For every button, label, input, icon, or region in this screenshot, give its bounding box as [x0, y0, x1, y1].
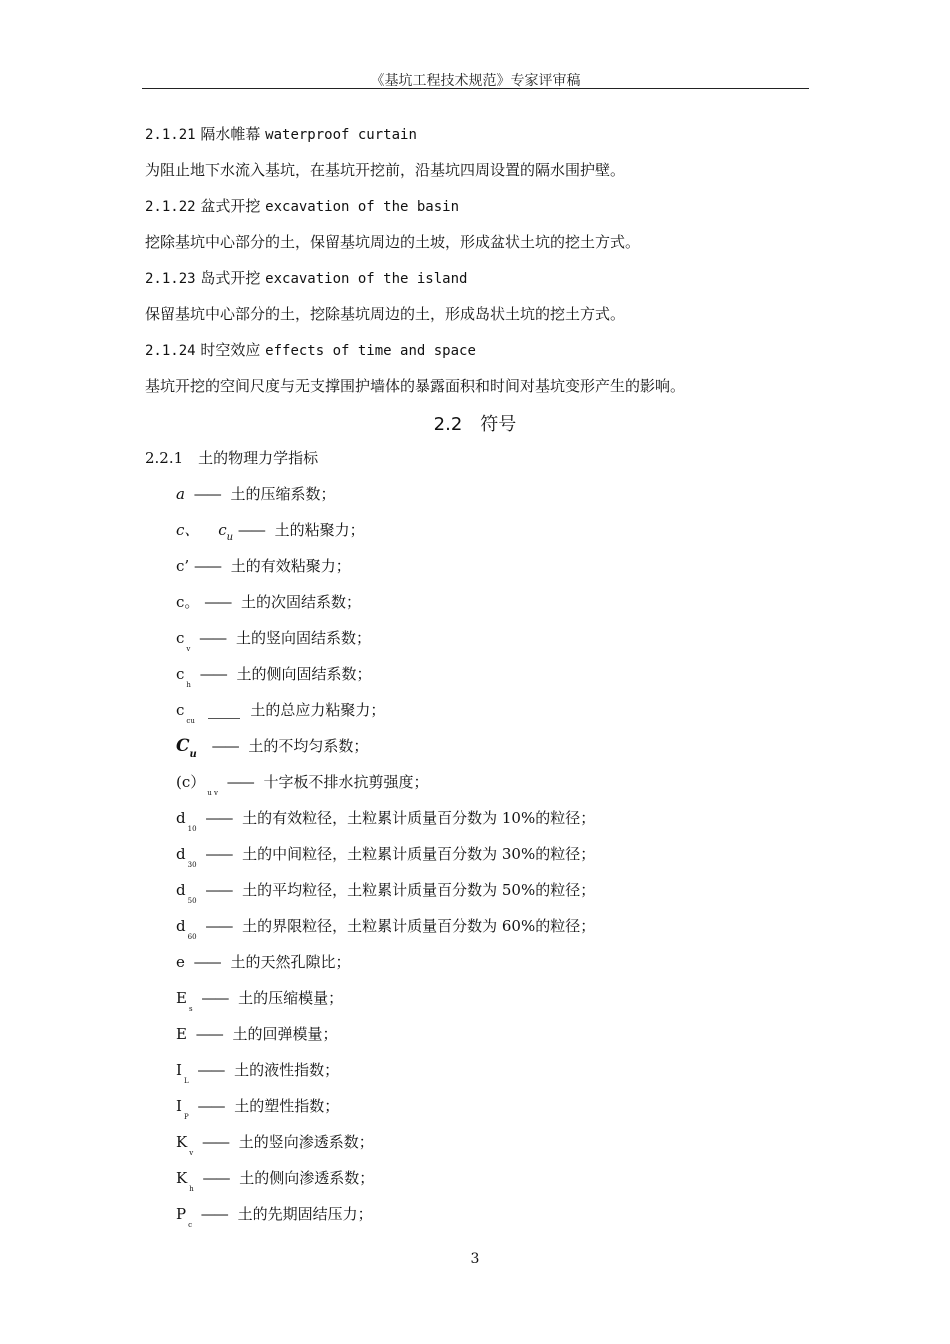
symbol-desc: 土的先期固结压力； [237, 1205, 373, 1223]
term-number: 2.1.23 [145, 271, 196, 287]
dash: —— [205, 881, 232, 899]
term-title: 时空效应 [200, 341, 261, 359]
symbol: K [176, 1133, 188, 1151]
running-header: 《基坑工程技术规范》专家评审稿 [370, 73, 581, 89]
term-english: effects of time and space [265, 343, 476, 359]
symbol: d [176, 845, 186, 863]
symbol: E [176, 1025, 187, 1043]
term-number: 2.1.24 [145, 343, 196, 359]
symbol-desc: 土的总应力粘聚力； [250, 701, 386, 719]
symbol-desc: 土的竖向渗透系数； [238, 1133, 374, 1151]
symbol-desc: 土的液性指数； [234, 1061, 340, 1079]
symbol-row [176, 988, 343, 1019]
section-title: 2.2 符号 [433, 414, 517, 435]
symbol-desc: 土的次固结系数； [240, 593, 361, 611]
symbol-desc: 土的中间粒径，土粒累计质量百分数为 30%的粒径； [242, 845, 596, 863]
dash: —— [204, 593, 231, 611]
symbol-subscript: v [186, 645, 191, 653]
symbol-row [176, 1204, 373, 1235]
symbol-subscript: h [186, 681, 191, 689]
symbol: c。 [176, 593, 200, 611]
symbol-desc: 土的侧向固结系数； [236, 665, 372, 683]
symbol: c [176, 701, 185, 719]
dash: —— [205, 845, 232, 863]
symbol: d [176, 881, 186, 899]
symbol: c、 [176, 521, 200, 539]
term-number: 2.1.22 [145, 199, 196, 215]
symbol: d [176, 917, 186, 935]
dash: —— [202, 1169, 229, 1187]
symbol-row [176, 592, 361, 612]
symbol-desc: 十字板不排水抗剪强度； [263, 773, 429, 791]
term-number: 2.1.21 [145, 127, 196, 143]
symbol-subscript: s [188, 1005, 193, 1013]
term-english: excavation of the basin [265, 199, 460, 215]
symbol: P [176, 1205, 187, 1223]
symbol-row [176, 1096, 339, 1127]
symbol-desc: 土的侧向渗透系数； [239, 1169, 375, 1187]
dash: —— [211, 737, 238, 755]
symbol-subscript: L [183, 1077, 189, 1085]
dash: —— [197, 1061, 224, 1079]
symbol-row [176, 664, 372, 695]
symbol-row [176, 1060, 339, 1091]
symbol-row [176, 556, 351, 576]
term-english: excavation of the island [265, 271, 468, 287]
symbol-subscript: 60 [187, 933, 197, 941]
symbol-row [176, 808, 595, 839]
symbol-row [176, 700, 385, 731]
dash: —— [193, 557, 220, 575]
symbol: E [176, 989, 187, 1007]
symbol: (c） [176, 773, 206, 791]
symbol: K [176, 1169, 188, 1187]
symbol-desc: 土的天然孔隙比； [230, 953, 351, 971]
symbol: c [176, 629, 185, 647]
symbol-row [176, 736, 368, 765]
symbol-desc: 土的界限粒径，土粒累计质量百分数为 60%的粒径； [242, 917, 596, 935]
symbol-desc: 土的压缩系数； [230, 485, 336, 503]
symbol-desc: 土的竖向固结系数； [235, 629, 371, 647]
symbol-row [176, 880, 595, 911]
header-divider [142, 88, 809, 89]
term-heading-2-1-21 [145, 124, 417, 145]
symbol: I [176, 1061, 182, 1079]
term-heading-2-1-23 [145, 268, 467, 289]
term-definition: 为阻止地下水流入基坑，在基坑开挖前，沿基坑四周设置的隔水围护壁。 [145, 161, 626, 179]
page-number: 3 [470, 1251, 480, 1267]
symbol-desc: 土的回弹模量； [232, 1025, 338, 1043]
symbol-desc: 土的平均粒径，土粒累计质量百分数为 50%的粒径； [242, 881, 596, 899]
symbol-row [176, 952, 350, 972]
symbol-row [176, 484, 336, 504]
term-title: 岛式开挖 [200, 269, 261, 287]
dash: —— [197, 1097, 224, 1115]
symbol-desc: 土的有效粘聚力； [230, 557, 351, 575]
term-definition: 保留基坑中心部分的土，挖除基坑周边的土，形成岛状土坑的挖土方式。 [145, 305, 626, 323]
symbol-row [176, 1132, 374, 1163]
symbol-row [176, 520, 365, 548]
dash: —— [193, 485, 220, 503]
symbol: c [176, 665, 185, 683]
symbol: C [176, 736, 190, 756]
symbol-desc: 土的粘聚力； [274, 521, 365, 539]
term-heading-2-1-22 [145, 196, 459, 217]
symbol-subscript: P [183, 1113, 189, 1121]
symbol-subscript: u v [207, 789, 218, 797]
symbol-subscript: u [189, 749, 197, 760]
symbol-subscript: c [188, 1221, 193, 1229]
dash: —— [193, 953, 220, 971]
underline-dash [208, 718, 240, 719]
symbol-desc: 土的压缩模量； [238, 989, 344, 1007]
symbol-row [176, 772, 429, 803]
dash: —— [199, 629, 226, 647]
symbol: c’ [176, 557, 190, 575]
symbol: e [176, 953, 185, 971]
dash: —— [200, 1205, 227, 1223]
symbol-subscript: v [189, 1149, 194, 1157]
term-title: 隔水帷幕 [200, 125, 261, 143]
symbol-subscript: cu [186, 717, 195, 725]
symbol-row [176, 1168, 374, 1199]
symbol-row [176, 844, 595, 875]
dash: —— [237, 521, 264, 539]
symbol-subscript: 10 [187, 825, 197, 833]
subsection-title: 2.2.1 土的物理力学指标 [145, 449, 319, 467]
symbol-row [176, 1024, 338, 1044]
symbol-subscript: 50 [187, 897, 197, 905]
symbol-subscript: h [189, 1185, 194, 1193]
dash: —— [226, 773, 253, 791]
symbol-subscript: u [226, 532, 234, 543]
symbol-subscript: 30 [187, 861, 197, 869]
term-heading-2-1-24 [145, 340, 476, 361]
symbol-alt: c [218, 521, 227, 539]
symbol: I [176, 1097, 182, 1115]
dash: —— [201, 989, 228, 1007]
symbol-desc: 土的有效粒径，土粒累计质量百分数为 10%的粒径； [242, 809, 596, 827]
dash: —— [205, 809, 232, 827]
dash: —— [195, 1025, 222, 1043]
dash: —— [201, 1133, 228, 1151]
term-title: 盆式开挖 [200, 197, 261, 215]
term-definition: 挖除基坑中心部分的土，保留基坑周边的土坡，形成盆状土坑的挖土方式。 [145, 233, 641, 251]
symbol-desc: 土的塑性指数； [234, 1097, 340, 1115]
symbol: d [176, 809, 186, 827]
symbol-desc: 土的不均匀系数； [248, 737, 369, 755]
term-english: waterproof curtain [265, 127, 417, 143]
symbol-row [176, 916, 595, 947]
symbol-row [176, 628, 371, 659]
symbol: a [176, 485, 185, 503]
dash: —— [205, 917, 232, 935]
term-definition: 基坑开挖的空间尺度与无支撑围护墙体的暴露面积和时间对基坑变形产生的影响。 [145, 377, 686, 395]
dash: —— [199, 665, 226, 683]
